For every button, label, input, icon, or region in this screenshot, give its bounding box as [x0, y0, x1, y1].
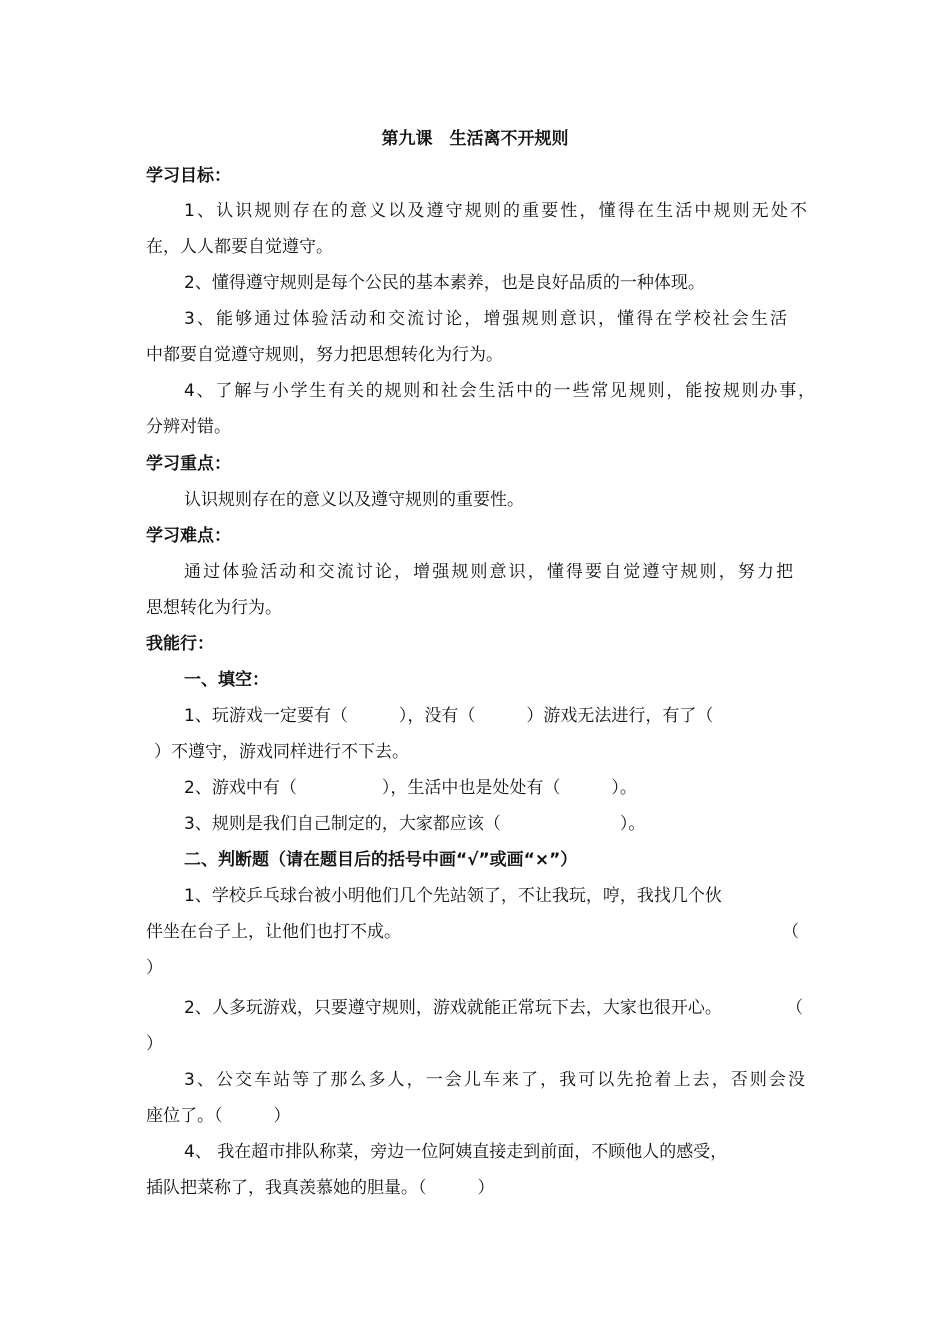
objective-4-line-2: 分辨对错。 [146, 417, 231, 437]
objective-3-line-2: 中都要自觉遵守规则，努力把思想转化为行为。 [146, 345, 503, 365]
judge-2-answer-open: （ [786, 998, 803, 1018]
key-points-heading: 学习重点： [146, 454, 231, 474]
objective-1-line-1: 1、认识规则存在的意义以及遵守规则的重要性，懂得在生活中规则无处不 [184, 201, 807, 221]
fill-blank-heading: 一、填空： [184, 670, 269, 690]
page-title: 第九课 生活离不开规则 [381, 129, 569, 149]
difficulties-heading: 学习难点： [146, 526, 231, 546]
objective-2: 2、懂得遵守规则是每个公民的基本素养，也是良好品质的一种体现。 [184, 273, 705, 293]
judge-1-answer-open: （ [782, 922, 799, 942]
key-points-text: 认识规则存在的意义以及遵守规则的重要性。 [184, 490, 524, 510]
objectives-heading: 学习目标： [146, 166, 231, 186]
judge-2-answer-close: ） [146, 1034, 163, 1054]
judge-1-line-1: 1、学校乒乓球台被小明他们几个先站领了，不让我玩，哼，我找几个伙 [184, 886, 722, 906]
judge-3-line-1: 3、公交车站等了那么多人，一会儿车来了，我可以先抢着上去，否则会没 [184, 1070, 805, 1090]
judge-heading: 二、判断题（请在题目后的括号中画“√”或画“×”） [184, 850, 578, 870]
judge-1-line-2: 伴坐在台子上，让他们也打不成。 [146, 922, 401, 942]
judge-1-answer-close: ） [146, 958, 163, 978]
practice-heading: 我能行： [146, 634, 214, 654]
objective-3-line-1: 3、能够通过体验活动和交流讨论，增强规则意识，懂得在学校社会生活 [184, 309, 787, 329]
judge-3-line-2: 座位了。（ ） [146, 1106, 291, 1126]
fill-1-line-1: 1、玩游戏一定要有（ ），没有（ ）游戏无法进行，有了（ [184, 706, 714, 726]
fill-1-line-2: ）不遵守，游戏同样进行不下去。 [154, 742, 409, 762]
objective-4-line-1: 4、了解与小学生有关的规则和社会生活中的一些常见规则，能按规则办事， [184, 381, 815, 401]
judge-2-line-1: 2、人多玩游戏，只要遵守规则，游戏就能正常玩下去，大家也很开心。 [184, 998, 722, 1018]
fill-2: 2、游戏中有（ ），生活中也是处处有（ ）。 [184, 778, 637, 798]
fill-3: 3、规则是我们自己制定的，大家都应该（ ）。 [184, 814, 646, 834]
difficulties-line-1: 通过体验活动和交流讨论，增强规则意识，懂得要自觉遵守规则，努力把 [184, 562, 793, 582]
objective-1-line-2: 在，人人都要自觉遵守。 [146, 237, 333, 257]
judge-4-line-1: 4、 我在超市排队称菜，旁边一位阿姨直接走到前面，不顾他人的感受， [184, 1142, 728, 1162]
judge-4-line-2: 插队把菜称了，我真羡慕她的胆量。（ ） [146, 1178, 495, 1198]
difficulties-line-2: 思想转化为行为。 [146, 598, 282, 618]
